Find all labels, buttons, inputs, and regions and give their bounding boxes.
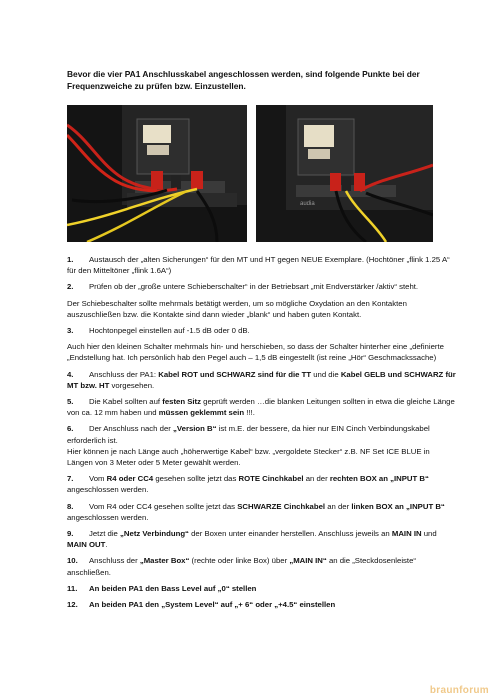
photo-amp-panel-left: [67, 105, 247, 242]
paragraph: Der Schiebeschalter sollte mehrmals betätigt werden, um so mögliche Oxydation an den Kontakten auszuschließen bzw. die Kontakte sind dann wieder „blank“ und haben guten Kontakt.: [67, 298, 407, 319]
list-item: 6. Der Anschluss nach der „Version B“ ist m.E. der bessere, da hier nur EIN Cinch Verbindungskabel erforderlich ist. Hier können je nach Länge auch „höherwertige Kabel“ bzw. „vergoldete Stecker“ z.B. NF Set ICE BLUE in Längen von 3 Meter oder 5 Meter gewählt werden.: [67, 424, 430, 468]
list-item: 4. Anschluss der PA1: Kabel ROT und SCHWARZ sind für die TT und die Kabel GELB und SCHWARZ für MT bzw. HT vorgesehen.: [67, 369, 456, 390]
photo-amp-panel-right: [256, 105, 433, 242]
list-item: 9. Jetzt die „Netz Verbindung“ der Boxen unter einander herstellen. Anschluss jeweils an MAIN IN und MAIN OUT.: [67, 529, 437, 550]
paragraph: Auch hier den kleinen Schalter mehrmals hin- und herschieben, so dass der Schalter hinterher eine „definierte „Endstellung hat. Ich persönlich hab den Pegel auch – 1,5 dB eingestellt (ist reine „Hör“ Geschmackssache): [67, 342, 444, 363]
watermark: braunforum: [429, 685, 489, 696]
badge-text: audia: [300, 201, 315, 207]
list-item: 12. An beiden PA1 den „System Level“ auf „+ 6“ oder „+4.5“ einstellen: [67, 600, 336, 610]
list-item: 10. Anschluss der „Master Box“ (rechte oder linke Box) über „MAIN IN“ an die „Steckdosenleiste“ anschließen.: [67, 556, 416, 577]
list-item: 2. Prüfen ob der „große untere Schieberschalter“ in der Betriebsart „mit Endverstärker /aktiv“ steht.: [67, 282, 419, 292]
list-item: 1. Austausch der „alten Sicherungen“ für den MT und HT gegen NEUE Exemplare. (Hochtöner „flink 1.25 A“ für den Mitteltöner „flink 1.6A“): [67, 255, 450, 276]
list-item: 11. An beiden PA1 den Bass Level auf „0“ stellen: [67, 583, 257, 593]
list-item: 3. Hochtonpegel einstellen auf -1.5 dB oder 0 dB.: [67, 326, 250, 336]
list-item: 8. Vom R4 oder CC4 gesehen sollte jetzt das SCHWARZE Cinchkabel an der linken BOX an „INPUT B“ angeschlossen werden.: [67, 501, 445, 522]
intro-heading: Bevor die vier PA1 Anschlusskabel angeschlossen werden, sind folgende Punkte bei der Frequenzweiche zu prüfen bzw. Einzustellen.: [67, 69, 420, 91]
instructions-list: [67, 254, 457, 615]
list-item: 5. Die Kabel sollten auf festen Sitz geprüft werden …die blanken Leitungen sollten in etwa die gleiche Länge von ca. 12 mm haben und müssen geklemmt sein !!!.: [67, 397, 455, 418]
list-item: 7. Vom R4 oder CC4 gesehen sollte jetzt das ROTE Cinchkabel an der rechten BOX an „INPUT B“ angeschlossen werden.: [67, 474, 429, 495]
